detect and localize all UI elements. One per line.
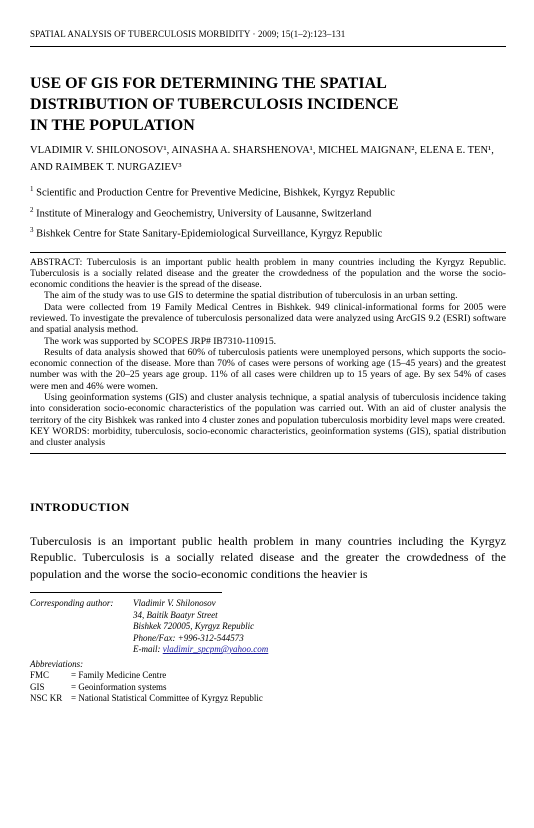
- keywords: [30, 426, 506, 449]
- title-line: IN THE POPULATION: [30, 117, 195, 134]
- author-list: [30, 142, 506, 176]
- running-head: SPATIAL ANALYSIS OF TUBERCULOSIS MORBIDITY · 2009; 15(1–2):123–131: [30, 29, 346, 39]
- affiliation: [30, 202, 506, 223]
- affiliation-number: 3: [30, 226, 34, 234]
- email-label: E-mail:: [133, 644, 161, 655]
- abstract-label: ABSTRACT:: [30, 256, 83, 268]
- abstract: [30, 252, 506, 454]
- abstract-paragraph: Using geoinformation systems (GIS) and cluster analysis technique, a spatial analysis of tuberculosis incidence taking into consideration socio-economic characteristics of the population was carried out. With an aid of cluster analysis the territory of the city Bishkek was ranked into 4 cluster zones and population tuberculosis morbidity level maps were created.: [30, 392, 506, 426]
- address-line: Bishkek 720005, Kyrgyz Republic: [133, 621, 255, 632]
- corresponding-author: [30, 598, 506, 656]
- title-line: DISTRIBUTION OF TUBERCULOSIS INCIDENCE: [30, 96, 399, 113]
- affiliation-text: Scientific and Production Centre for Preventive Medicine, Bishkek, Kyrgyz Republic: [36, 187, 395, 199]
- affiliation: [30, 222, 506, 243]
- affiliation-list: [30, 181, 506, 243]
- affiliation-number: 2: [30, 205, 34, 214]
- author-line: VLADIMIR V. SHILONOSOV¹, AINASHA A. SHARSHENOVA¹, MICHEL MAIGNAN², ELENA E. TEN¹,: [30, 145, 494, 156]
- address-line: Phone/Fax: +996-312-544573: [133, 632, 244, 643]
- affiliation: [30, 181, 506, 202]
- email-line: [133, 644, 268, 656]
- article-page: [30, 28, 506, 705]
- abstract-paragraph: Data were collected from 19 Family Medical Centres in Bishkek. 949 clinical-informational forms for 2005 were reviewed. To investigate the prevalence of tuberculosis personalized data were analyzed using ArcGIS 9.2 (ESRI) software and spatial analysis method.: [30, 301, 506, 336]
- footnote-rule: [30, 592, 222, 593]
- abbreviation-value: = Family Medicine Centre: [71, 670, 167, 681]
- introduction-heading: INTRODUCTION: [30, 499, 130, 514]
- corresponding-author-label: Corresponding author:: [30, 598, 114, 609]
- header-rule: [30, 46, 506, 47]
- footnote: [30, 598, 506, 705]
- abbreviation-value: = National Statistical Committee of Kyrgyz Republic: [71, 693, 263, 704]
- affiliation-text: Institute of Mineralogy and Geochemistry, University of Lausanne, Switzerland: [36, 208, 372, 219]
- address-line: 34, Baitik Baatyr Street: [133, 609, 218, 620]
- abbreviation-row: [30, 693, 506, 705]
- abstract-paragraph: Results of data analysis showed that 60% of tuberculosis patients were unemployed persons, which supports the socio-economic connection of the disease. More than 70% of cases were persons of working age (15–45 years) and the greatest number was with the 20–25 years age group. 11% of all cases were children up to 15 years of age. By sex 54% of cases were men and 46% were women.: [30, 346, 506, 392]
- affiliation-text: Bishkek Centre for State Sanitary-Epidemiological Surveillance, Kyrgyz Republic: [36, 228, 383, 240]
- abbreviation-row: [30, 670, 506, 682]
- author-line: AND RAIMBEK T. NURGAZIEV³: [30, 162, 182, 173]
- title-line: USE OF GIS FOR DETERMINING THE SPATIAL: [30, 75, 387, 92]
- corresponding-author-address: [133, 598, 268, 656]
- abbreviations-label: Abbreviations:: [30, 658, 84, 669]
- abstract-paragraph: [30, 257, 506, 291]
- keywords-label: KEY WORDS:: [30, 425, 90, 437]
- email-link[interactable]: vladimir_spcpm@yahoo.com: [162, 644, 269, 655]
- abbreviation-row: [30, 682, 506, 694]
- abstract-paragraph: The aim of the study was to use GIS to determine the spatial distribution of tuberculosis in an urban setting.: [44, 290, 458, 302]
- abbreviation-key: NSC KR: [30, 693, 63, 704]
- address-line: Vladimir V. Shilonosov: [133, 598, 216, 609]
- introduction-paragraph: Tuberculosis is an important public health problem in many countries including the Kyrgyz Republic. Tuberculosis is a socially related disease and the greater the crowdedness of the population and the worse the socio-economic conditions the heavier is: [30, 533, 506, 581]
- keywords-text: morbidity, tuberculosis, socio-economic characteristics, geoinformation systems (GIS), spatial distribution and cluster analysis: [30, 425, 507, 449]
- abstract-paragraph: The work was supported by SCOPES JRP# IB7310-110915.: [44, 335, 277, 347]
- abbreviation-key: GIS: [30, 681, 45, 692]
- abbreviation-value: = Geoinformation systems: [71, 681, 167, 692]
- abstract-text: Tuberculosis is an important public health problem in many countries including the Kyrgyz Republic. Tuberculosis is a socially related disease and the greater the crowdedness of the population and the worse the socio-economic conditions the heavier is the spread of the disease.: [30, 256, 506, 291]
- abbreviation-key: FMC: [30, 670, 50, 681]
- article-title: [30, 73, 506, 136]
- affiliation-number: 1: [30, 185, 34, 193]
